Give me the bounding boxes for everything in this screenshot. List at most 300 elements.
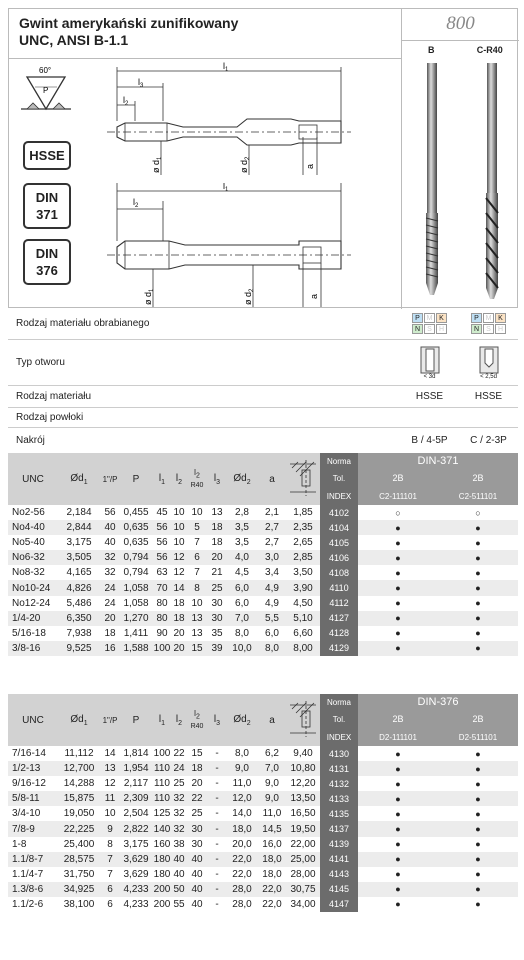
table-cell: 32 bbox=[100, 565, 120, 580]
col-d1: $Ød_1$ bbox=[58, 694, 100, 746]
table-cell: 30 bbox=[186, 821, 208, 836]
table-cell: 10 bbox=[186, 505, 208, 520]
variant-headers bbox=[401, 41, 519, 59]
table-cell: - bbox=[208, 806, 226, 821]
table-cell: - bbox=[208, 882, 226, 897]
table-cell: 2,844 bbox=[58, 520, 100, 535]
angle-label: 60° bbox=[39, 66, 52, 75]
table-cell: 50 bbox=[172, 882, 186, 897]
col-tpi: 1"/P bbox=[100, 453, 120, 505]
table-cell: No5-40 bbox=[8, 535, 58, 550]
table-cell: 7/8-9 bbox=[8, 821, 58, 836]
table-cell: 5,486 bbox=[58, 596, 100, 611]
table-cell: 32 bbox=[172, 806, 186, 821]
table-cell: 2,309 bbox=[120, 791, 152, 806]
table-cell: 7 bbox=[186, 535, 208, 550]
col-l3: $l_3$ bbox=[208, 453, 226, 505]
table-cell: 15,875 bbox=[58, 791, 100, 806]
table-cell: 0,794 bbox=[120, 565, 152, 580]
table-row bbox=[8, 897, 518, 912]
table-cell: 6,60 bbox=[286, 626, 320, 641]
table-cell: 38 bbox=[172, 837, 186, 852]
tool-images-panel bbox=[401, 59, 519, 309]
table-cell: 22 bbox=[172, 746, 186, 761]
table-cell: 80 bbox=[152, 611, 172, 626]
table-cell: 3,90 bbox=[286, 580, 320, 595]
table-cell: 7 bbox=[186, 565, 208, 580]
table-cell: 110 bbox=[152, 776, 172, 791]
index-cell: 4135 bbox=[320, 806, 358, 821]
availability-cell: ● bbox=[438, 746, 518, 761]
table-cell: No2-56 bbox=[8, 505, 58, 520]
table-cell: 6,0 bbox=[226, 596, 258, 611]
din376-badge bbox=[23, 239, 71, 285]
din371-badge bbox=[23, 183, 71, 229]
index-b: C2-111101 bbox=[358, 487, 438, 505]
table-cell: 6 bbox=[186, 550, 208, 565]
table-cell: 40 bbox=[186, 882, 208, 897]
table-cell: 11,0 bbox=[258, 806, 286, 821]
table-cell: 0,635 bbox=[120, 520, 152, 535]
table-cell: 1.1/2-6 bbox=[8, 897, 58, 912]
hole-b-label: < 3d bbox=[423, 373, 436, 380]
tap-drawing-din371 bbox=[103, 59, 399, 177]
index-label: INDEX bbox=[320, 487, 358, 505]
table-cell: 9,40 bbox=[286, 746, 320, 761]
table-cell: 2,1 bbox=[258, 505, 286, 520]
table-row bbox=[8, 550, 518, 565]
table-cell: 3,629 bbox=[120, 867, 152, 882]
table-cell: 4,233 bbox=[120, 897, 152, 912]
table-cell: 22 bbox=[186, 791, 208, 806]
mat-m: M bbox=[424, 313, 435, 323]
col-tpi: 1"/P bbox=[100, 694, 120, 746]
chamfer-c: C / 2-3P bbox=[470, 434, 507, 446]
a-label: a bbox=[305, 163, 315, 169]
table-cell: 2,117 bbox=[120, 776, 152, 791]
table-row bbox=[8, 746, 518, 761]
table-cell: 25,400 bbox=[58, 837, 100, 852]
table-cell: 6,0 bbox=[258, 626, 286, 641]
availability-cell: ● bbox=[358, 580, 438, 595]
table-cell: 3,175 bbox=[58, 535, 100, 550]
table-cell: 4,233 bbox=[120, 882, 152, 897]
availability-cell: ● bbox=[438, 580, 518, 595]
availability-cell: ● bbox=[358, 897, 438, 912]
table-cell: 28,575 bbox=[58, 852, 100, 867]
table-cell: 18 bbox=[186, 761, 208, 776]
availability-cell: ● bbox=[438, 565, 518, 580]
table-cell: No6-32 bbox=[8, 550, 58, 565]
table-cell: 14,288 bbox=[58, 776, 100, 791]
index-cell: 4130 bbox=[320, 746, 358, 761]
table-cell: 3,50 bbox=[286, 565, 320, 580]
table-cell: 56 bbox=[100, 505, 120, 520]
l1-label: $l_1$ bbox=[223, 61, 229, 73]
table-cell: 24 bbox=[100, 580, 120, 595]
page-title: Gwint amerykański zunifikowany bbox=[19, 15, 239, 31]
tol-c: 2B bbox=[438, 710, 518, 728]
d1-label: ø $d_1$ bbox=[151, 156, 163, 173]
table-cell: 19,050 bbox=[58, 806, 100, 821]
table-cell: 14 bbox=[100, 746, 120, 761]
chamfer-b: B / 4-5P bbox=[411, 434, 448, 446]
availability-cell: ● bbox=[358, 837, 438, 852]
variant-c-label: C-R40 bbox=[476, 45, 503, 55]
table-cell: 31,750 bbox=[58, 867, 100, 882]
mat-k: K bbox=[495, 313, 506, 323]
availability-cell: ● bbox=[358, 882, 438, 897]
table-cell: 15 bbox=[186, 746, 208, 761]
table-cell: 1,588 bbox=[120, 641, 152, 656]
table-cell: 4,5 bbox=[226, 565, 258, 580]
material-grid-b bbox=[412, 313, 447, 334]
table-cell: 13,50 bbox=[286, 791, 320, 806]
table-cell: 20,0 bbox=[226, 837, 258, 852]
table-cell: - bbox=[208, 791, 226, 806]
table-cell: - bbox=[208, 821, 226, 836]
table-cell: 5,5 bbox=[258, 611, 286, 626]
din376-text-a: DIN bbox=[35, 246, 59, 261]
table-cell: 4,826 bbox=[58, 580, 100, 595]
material-grid-c bbox=[471, 313, 506, 334]
table-cell: 3,5 bbox=[226, 520, 258, 535]
table-cell: 3,505 bbox=[58, 550, 100, 565]
din371-text-a: DIN bbox=[35, 190, 59, 205]
table-cell: No8-32 bbox=[8, 565, 58, 580]
table-cell: 2,35 bbox=[286, 520, 320, 535]
table-row bbox=[8, 520, 518, 535]
table-cell: 34,00 bbox=[286, 897, 320, 912]
col-l2-r40: l2 R40 bbox=[186, 694, 208, 746]
mat-h: H bbox=[436, 324, 447, 334]
table-row bbox=[8, 761, 518, 776]
table-row bbox=[8, 882, 518, 897]
table-cell: 9,0 bbox=[258, 776, 286, 791]
table-cell: 22,0 bbox=[226, 852, 258, 867]
mat-m: M bbox=[483, 313, 494, 323]
table-cell: No4-40 bbox=[8, 520, 58, 535]
table-cell: 13 bbox=[186, 626, 208, 641]
table-row bbox=[8, 611, 518, 626]
table-row bbox=[8, 821, 518, 836]
table-cell: No12-24 bbox=[8, 596, 58, 611]
table-cell: 9/16-12 bbox=[8, 776, 58, 791]
index-cell: 4147 bbox=[320, 897, 358, 912]
material-c bbox=[459, 308, 518, 339]
table-cell: 2,85 bbox=[286, 550, 320, 565]
index-cell: 4131 bbox=[320, 761, 358, 776]
availability-cell: ● bbox=[438, 897, 518, 912]
index-cell: 4143 bbox=[320, 867, 358, 882]
tol-label: Tol. bbox=[320, 469, 358, 487]
thread-section-icon bbox=[288, 458, 318, 498]
table-cell: 28,0 bbox=[226, 897, 258, 912]
table-row bbox=[8, 852, 518, 867]
index-cell: 4102 bbox=[320, 505, 358, 520]
table-cell: - bbox=[208, 837, 226, 852]
mat-s: S bbox=[483, 324, 494, 334]
table-cell: 32 bbox=[100, 550, 120, 565]
table-cell: 2,7 bbox=[258, 520, 286, 535]
availability-cell: ● bbox=[358, 746, 438, 761]
table-cell: 56 bbox=[152, 520, 172, 535]
table-cell: 20 bbox=[186, 776, 208, 791]
table-cell: 18,0 bbox=[258, 852, 286, 867]
table-cell: 22,0 bbox=[226, 867, 258, 882]
col-unc: UNC bbox=[8, 453, 58, 505]
table-cell: - bbox=[208, 852, 226, 867]
tool-material-row bbox=[8, 386, 518, 408]
col-d1: $Ød_1$ bbox=[58, 453, 100, 505]
table-cell: 4,9 bbox=[258, 596, 286, 611]
table-cell: 20 bbox=[208, 550, 226, 565]
table-cell: 5,10 bbox=[286, 611, 320, 626]
d2-label-2: ø $d_2$ bbox=[243, 288, 255, 305]
table-cell: 11,0 bbox=[226, 776, 258, 791]
table-cell: 55 bbox=[172, 897, 186, 912]
availability-cell: ● bbox=[358, 791, 438, 806]
table-row bbox=[8, 580, 518, 595]
table-cell: 2,504 bbox=[120, 806, 152, 821]
coating-row bbox=[8, 408, 518, 428]
availability-cell: ● bbox=[358, 596, 438, 611]
table-cell: 1/4-20 bbox=[8, 611, 58, 626]
table-row bbox=[8, 641, 518, 656]
table-cell: 40 bbox=[186, 897, 208, 912]
table-cell: 7,938 bbox=[58, 626, 100, 641]
table-cell: 200 bbox=[152, 882, 172, 897]
table-cell: 1,85 bbox=[286, 505, 320, 520]
table-cell: 3,4 bbox=[258, 565, 286, 580]
table-cell: 7 bbox=[100, 867, 120, 882]
mat-n: N bbox=[412, 324, 423, 334]
table-cell: 18 bbox=[172, 611, 186, 626]
table-cell: 3,175 bbox=[120, 837, 152, 852]
tool-material-b: HSSE bbox=[415, 391, 444, 402]
index-cell: 4112 bbox=[320, 596, 358, 611]
col-l1: $l_1$ bbox=[152, 453, 172, 505]
table-cell: 13 bbox=[208, 505, 226, 520]
table-cell: 13 bbox=[186, 611, 208, 626]
table-cell: 40 bbox=[172, 852, 186, 867]
table-cell: - bbox=[208, 897, 226, 912]
table-cell: 34,925 bbox=[58, 882, 100, 897]
availability-cell: ● bbox=[358, 535, 438, 550]
table-cell: 45 bbox=[152, 505, 172, 520]
table-cell: 30 bbox=[186, 837, 208, 852]
din371-table bbox=[8, 453, 518, 656]
table-cell: 22,00 bbox=[286, 837, 320, 852]
table-cell: - bbox=[208, 867, 226, 882]
table-cell: 13 bbox=[100, 761, 120, 776]
table-cell: 18 bbox=[100, 626, 120, 641]
hole-type-row bbox=[8, 340, 518, 386]
table-cell: 40 bbox=[186, 867, 208, 882]
pitch-label: P bbox=[43, 86, 49, 95]
availability-cell: ● bbox=[438, 867, 518, 882]
table-cell: 0,455 bbox=[120, 505, 152, 520]
tol-label: Tol. bbox=[320, 710, 358, 728]
table-row bbox=[8, 806, 518, 821]
index-cell: 4145 bbox=[320, 882, 358, 897]
l3-label: $l_3$ bbox=[138, 77, 144, 89]
hole-c-label: < 2,5d bbox=[480, 373, 497, 380]
availability-cell: ● bbox=[438, 791, 518, 806]
index-cell: 4127 bbox=[320, 611, 358, 626]
availability-cell: ● bbox=[358, 821, 438, 836]
availability-cell: ● bbox=[438, 852, 518, 867]
title-box bbox=[9, 9, 401, 59]
table-cell: 22,0 bbox=[258, 897, 286, 912]
index-cell: 4129 bbox=[320, 641, 358, 656]
mat-k: K bbox=[436, 313, 447, 323]
table-cell: 4,0 bbox=[226, 550, 258, 565]
table-cell: 40 bbox=[100, 520, 120, 535]
hole-c bbox=[459, 340, 518, 385]
table-cell: 30,75 bbox=[286, 882, 320, 897]
table-cell: 9,525 bbox=[58, 641, 100, 656]
col-thread-icon bbox=[286, 453, 320, 505]
table-row bbox=[8, 505, 518, 520]
col-a: a bbox=[258, 694, 286, 746]
mat-n: N bbox=[471, 324, 482, 334]
table-cell: 7,0 bbox=[258, 761, 286, 776]
table-cell: 39 bbox=[208, 641, 226, 656]
hole-b bbox=[400, 340, 459, 385]
availability-cell: ● bbox=[438, 821, 518, 836]
index-cell: 4133 bbox=[320, 791, 358, 806]
availability-cell: ○ bbox=[438, 505, 518, 520]
availability-cell: ● bbox=[438, 882, 518, 897]
table-cell: 100 bbox=[152, 641, 172, 656]
thread-profile-icon bbox=[19, 65, 73, 117]
norma-value: DIN-371 bbox=[358, 453, 518, 469]
table-row bbox=[8, 837, 518, 852]
table-row bbox=[8, 867, 518, 882]
index-cell: 4104 bbox=[320, 520, 358, 535]
table-row bbox=[8, 791, 518, 806]
table-row bbox=[8, 776, 518, 791]
table-cell: - bbox=[208, 776, 226, 791]
col-l2-r40: l2 R40 bbox=[186, 453, 208, 505]
index-cell: 4132 bbox=[320, 776, 358, 791]
info-rows bbox=[8, 308, 518, 452]
table-cell: 1,814 bbox=[120, 746, 152, 761]
table-cell: 25 bbox=[208, 580, 226, 595]
table-cell: 9,0 bbox=[226, 761, 258, 776]
table-cell: 21 bbox=[208, 565, 226, 580]
table-cell: 1-8 bbox=[8, 837, 58, 852]
thread-section-icon bbox=[288, 699, 318, 739]
l2-label: $l_2$ bbox=[123, 95, 129, 107]
table-cell: 70 bbox=[152, 580, 172, 595]
coating-label: Rodzaj powłoki bbox=[16, 412, 84, 423]
d1-label-2: ø $d_1$ bbox=[143, 288, 155, 305]
index-cell: 4110 bbox=[320, 580, 358, 595]
table-cell: 30 bbox=[208, 596, 226, 611]
tol-c: 2B bbox=[438, 469, 518, 487]
index-cell: 4108 bbox=[320, 565, 358, 580]
availability-cell: ● bbox=[358, 852, 438, 867]
availability-cell: ● bbox=[358, 626, 438, 641]
table-cell: 7,0 bbox=[226, 611, 258, 626]
table-cell: 3/8-16 bbox=[8, 641, 58, 656]
table-cell: 125 bbox=[152, 806, 172, 821]
table-cell: 1.3/8-6 bbox=[8, 882, 58, 897]
table-cell: 1,411 bbox=[120, 626, 152, 641]
table-cell: 9 bbox=[100, 821, 120, 836]
table-cell: 3,5 bbox=[226, 535, 258, 550]
table-cell: 16 bbox=[100, 641, 120, 656]
index-b: D2-111101 bbox=[358, 728, 438, 746]
availability-cell: ● bbox=[438, 776, 518, 791]
table-cell: 0,635 bbox=[120, 535, 152, 550]
hsse-badge bbox=[23, 141, 71, 170]
col-d2: $Ød_2$ bbox=[226, 453, 258, 505]
table-cell: 7/16-14 bbox=[8, 746, 58, 761]
d2-label: ø $d_2$ bbox=[239, 156, 251, 173]
table-cell: 56 bbox=[152, 550, 172, 565]
table-cell: 90 bbox=[152, 626, 172, 641]
table-cell: 8,0 bbox=[226, 626, 258, 641]
table-cell: 4,165 bbox=[58, 565, 100, 580]
table-cell: 35 bbox=[208, 626, 226, 641]
availability-cell: ○ bbox=[358, 505, 438, 520]
availability-cell: ● bbox=[438, 641, 518, 656]
index-cell: 4106 bbox=[320, 550, 358, 565]
table-cell: - bbox=[208, 761, 226, 776]
table-cell: 2,65 bbox=[286, 535, 320, 550]
table-row bbox=[8, 626, 518, 641]
table-cell: 18 bbox=[172, 596, 186, 611]
table-cell: 4,50 bbox=[286, 596, 320, 611]
table-cell: 14 bbox=[172, 580, 186, 595]
table-cell: 180 bbox=[152, 852, 172, 867]
material-label: Rodzaj materiału obrabianego bbox=[16, 318, 150, 329]
table-cell: 22,0 bbox=[258, 882, 286, 897]
table-cell: 40 bbox=[186, 852, 208, 867]
chamfer-label: Nakrój bbox=[16, 434, 45, 446]
table-cell: 1,270 bbox=[120, 611, 152, 626]
table-cell: 19,50 bbox=[286, 821, 320, 836]
table-row bbox=[8, 596, 518, 611]
table-cell: 6,2 bbox=[258, 746, 286, 761]
table-cell: 1,058 bbox=[120, 580, 152, 595]
availability-cell: ● bbox=[358, 806, 438, 821]
availability-cell: ● bbox=[358, 776, 438, 791]
table-cell: 10 bbox=[186, 596, 208, 611]
catalog-code: 800 bbox=[401, 9, 519, 41]
table-cell: 8,00 bbox=[286, 641, 320, 656]
a-label-2: a bbox=[309, 293, 319, 299]
table-cell: 5 bbox=[186, 520, 208, 535]
hsse-badge-text: HSSE bbox=[29, 148, 65, 163]
material-row bbox=[8, 308, 518, 340]
table-cell: 1.1/8-7 bbox=[8, 852, 58, 867]
col-l2: $l_2$ bbox=[172, 694, 186, 746]
col-thread-icon bbox=[286, 694, 320, 746]
availability-cell: ● bbox=[438, 535, 518, 550]
table-cell: 18,0 bbox=[226, 821, 258, 836]
table-cell: 1,058 bbox=[120, 596, 152, 611]
table-cell: 12,0 bbox=[226, 791, 258, 806]
availability-cell: ● bbox=[358, 867, 438, 882]
table-cell: 80 bbox=[152, 596, 172, 611]
table-cell: 110 bbox=[152, 761, 172, 776]
table-cell: 8,0 bbox=[258, 641, 286, 656]
col-d2: $Ød_2$ bbox=[226, 694, 258, 746]
